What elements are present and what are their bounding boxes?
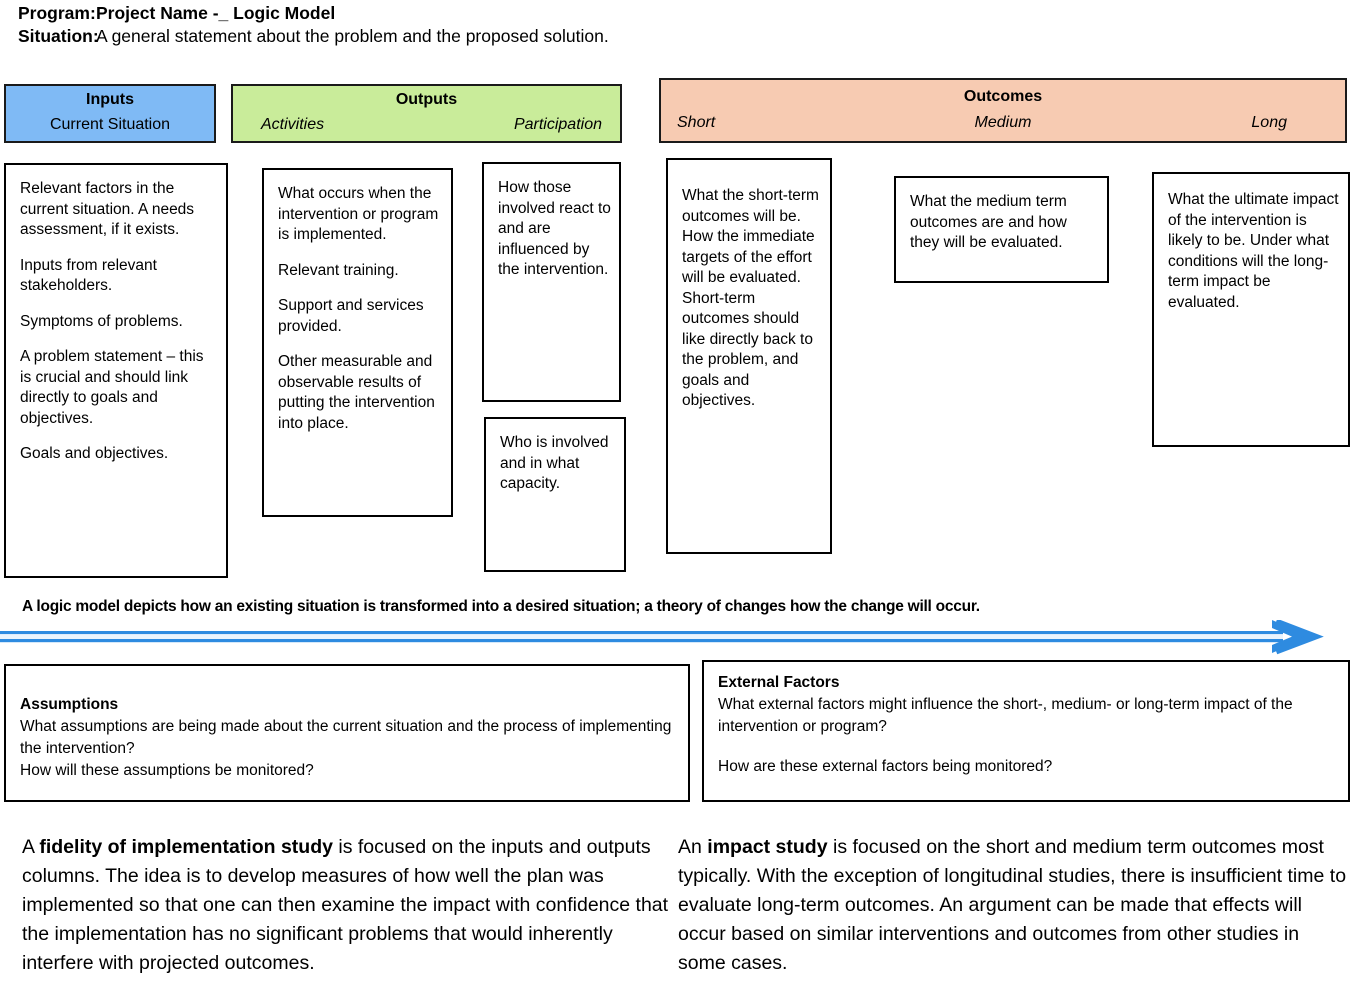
assumptions-title: Assumptions xyxy=(20,696,119,713)
fidelity-rest: is focused on the inputs and outputs columns. The idea is to develop measures of how well the plan was implemented so that one can then examine the impact with confidence that the implementation has no significant problems that would inherently interfere with projected outcomes. xyxy=(22,836,669,974)
content-box-medium-outcomes xyxy=(894,176,1109,283)
program-label: Program: xyxy=(18,3,96,23)
assumptions-line-2: How will these assumptions be monitored? xyxy=(20,762,314,779)
activities-item: Other measurable and observable results of putting the intervention into place. xyxy=(278,353,435,432)
outcomes-subtitle-medium: Medium xyxy=(974,114,1032,131)
content-box-short-outcomes xyxy=(666,158,832,554)
content-box-participation-reaction xyxy=(482,162,621,402)
content-box-activities xyxy=(262,168,453,517)
column-header-outputs xyxy=(231,84,622,143)
external-factors-line-1: What external factors might influence the short-, medium- or long-term impact of the intervention or program? xyxy=(718,696,1293,735)
outcomes-title: Outcomes xyxy=(963,88,1043,105)
inputs-item: Relevant factors in the current situation. A needs assessment, if it exists. xyxy=(20,180,195,238)
participation-item: Who is involved and in what capacity. xyxy=(500,434,609,492)
impact-lead: An xyxy=(678,836,708,858)
situation-row xyxy=(18,25,1218,48)
external-factors-box xyxy=(702,660,1350,802)
activities-item: Relevant training. xyxy=(278,261,399,279)
program-row xyxy=(18,2,1218,25)
external-factors-line-2: How are these external factors being monitored? xyxy=(718,758,1053,775)
outcomes-subtitle-short: Short xyxy=(677,114,716,131)
fidelity-lead: A xyxy=(22,836,40,858)
program-value: Project Name -_ Logic Model xyxy=(96,3,336,23)
activities-item: What occurs when the intervention or program is implemented. xyxy=(278,185,439,243)
inputs-item: Symptoms of problems. xyxy=(20,312,183,330)
participation-item: How those involved react to and are influenced by the intervention. xyxy=(498,179,611,278)
fidelity-bold-term: fidelity of implementation study xyxy=(39,836,333,858)
inputs-item: A problem statement – this is crucial and should link directly to goals and objectives. xyxy=(20,348,204,427)
inputs-subtitle: Current Situation xyxy=(49,116,171,133)
column-header-outcomes xyxy=(659,78,1347,143)
content-box-participation-who xyxy=(484,417,626,572)
impact-study-paragraph xyxy=(678,833,1350,978)
outputs-title: Outputs xyxy=(395,91,458,108)
assumptions-line-1: What assumptions are being made about the current situation and the process of implementing the intervention? xyxy=(20,718,672,757)
impact-bold-term: impact study xyxy=(707,836,828,858)
fidelity-study-paragraph xyxy=(22,833,670,978)
inputs-item: Goals and objectives. xyxy=(20,445,169,462)
assumptions-box xyxy=(4,664,690,802)
logic-model-statement: A logic model depicts how an existing situation is transformed into a desired situation; a theory of changes how the change will occur. xyxy=(22,598,980,615)
situation-value: A general statement about the problem and the proposed solution. xyxy=(96,26,609,46)
content-box-inputs xyxy=(4,163,228,578)
situation-label: Situation: xyxy=(18,26,99,46)
impact-rest: is focused on the short and medium term outcomes most typically. With the exception of longitudinal studies, there is insufficient time to evaluate long-term outcomes. An argument can be made that effects will occur based on similar interventions and outcomes from other studies in some cases. xyxy=(678,836,1347,974)
outputs-subtitle-activities: Activities xyxy=(261,116,325,133)
content-box-long-outcomes xyxy=(1152,172,1350,447)
inputs-title: Inputs xyxy=(86,91,134,108)
column-header-inputs xyxy=(4,84,216,143)
external-factors-title: External Factors xyxy=(718,674,840,691)
short-outcome-item: What the short-term outcomes will be. How the immediate targets of the effort will be evaluated. Short-term outcomes should like directly back to the problem, and goals and objectives. xyxy=(682,187,819,409)
activities-item: Support and services provided. xyxy=(278,297,424,335)
inputs-item: Inputs from relevant stakeholders. xyxy=(20,256,157,294)
long-outcome-item: What the ultimate impact of the intervention is likely to be. Under what conditions will the long-term impact be evaluated. xyxy=(1168,191,1339,311)
outcomes-subtitle-long: Long xyxy=(1251,114,1287,131)
arrow-icon xyxy=(0,620,1359,662)
outputs-subtitle-participation: Participation xyxy=(513,116,602,133)
process-flow-arrow xyxy=(0,620,1359,662)
document-header xyxy=(18,2,1218,48)
medium-outcome-item: What the medium term outcomes are and how they will be evaluated. xyxy=(910,193,1067,251)
